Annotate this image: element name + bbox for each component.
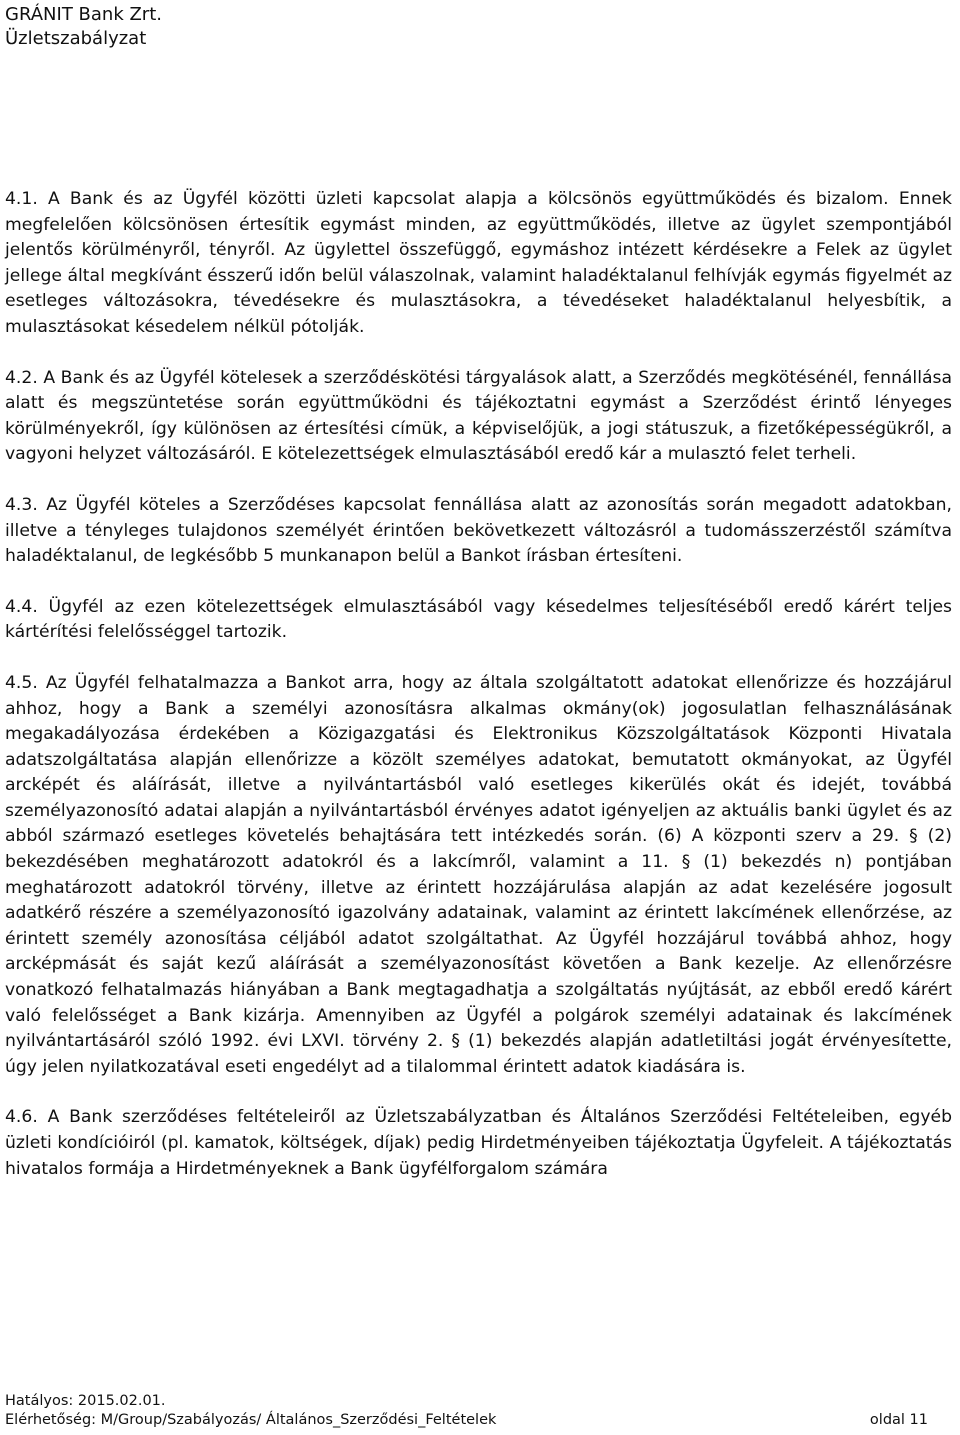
document-body	[5, 187, 952, 1182]
company-name: GRÁNIT Bank Zrt.	[5, 4, 162, 25]
paragraph-4-4: 4.4. Ügyfél az ezen kötelezettségek elmulasztásából vagy késedelmes teljesítéséből eredő kárért teljes kártérítési felelősséggel tartozik.	[5, 596, 952, 643]
paragraph-4-3: 4.3. Az Ügyfél köteles a Szerződéses kapcsolat fennállása alatt az azonosítás során megadott adatokban, illetve a tényleges tulajdonos személyét érintően bekövetkezett változásról a tudomásszerzéstől számítva haladéktalanul, de legkésőbb 5 munkanapon belül a Bankot írásban értesíteni.	[5, 494, 952, 567]
page-number: oldal 11	[869, 1412, 928, 1428]
document-title: Üzletszabályzat	[5, 28, 147, 49]
paragraph-4-2: 4.2. A Bank és az Ügyfél kötelesek a szerződéskötési tárgyalások alatt, a Szerződés megkötésénél, fennállása alatt és megszüntetése során együttműködni és tájékoztatni egymást a Szerződést érintő lényeges körülményekről, így különösen az értesítési címük, a képviselőjük, a jogi státuszuk, a fizetőképességükről, a vagyoni helyzet változásáról. E kötelezettségek elmulasztásából eredő kár a mulasztó felet terheli.	[5, 367, 952, 465]
footer-row	[5, 1411, 928, 1430]
document-location: Elérhetőség: M/Group/Szabályozás/ Általános_Szerződési_Feltételek	[5, 1412, 497, 1428]
paragraph-4-5: 4.5. Az Ügyfél felhatalmazza a Bankot arra, hogy az általa szolgáltatott adatokat ellenőrizze és hozzájárul ahhoz, hogy a Bank a személyi azonosításra alkalmas okmány(ok) jogosulatlan felhasználásának megakadályozása érdekében a Közigazgatási és Elektronikus Közszolgáltatások Központi Hivatala adatszolgáltatása alapján ellenőrizze a közölt személyes adatokat, bemutatott okmányokat, az Ügyfél arcképét és aláírását, illetve a nyilvántartásból való esetleges kikerülés okát és idejét, továbbá személyazonosító adatai alapján a nyilvántartásból érvényes adatot igényeljen az aktuális banki ügylet és az abból származó esetleges követelés behajtására tett intézkedés során. (6) A központi szerv a 29. § (2) bekezdésében meghatározott adatokról és a lakcímről, valamint a 11. § (1) bekezdés n) pontjában meghatározott adatokról törvény, illetve az érintett hozzájárulása alapján az adat kezelésére jogosult adatkérő részére a személyazonosító igazolvány adatainak, valamint az érintett lakcímének ellenőrzése, az érintett személy azonosítása céljából adatot szolgáltathat. Az Ügyfél hozzájárul továbbá ahhoz, hogy arcképmását és saját kezű aláírását a személyazonosítást követően a Bank kezelje. Az ellenőrzésre vonatkozó felhatalmazás hiányában a Bank megtagadhatja a szolgáltatás nyújtását, az ebből eredő kárért való felelősséget a Bank kizárja. Amennyiben az Ügyfél a polgárok személyi adatainak és lakcímének nyilvántartásáról szóló 1992. évi LXVI. törvény 2. § (1) bekezdés alapján adatletiltási jogát érvényesítette, úgy jelen nyilatkozatával eseti engedélyt ad a tilalommal érintett adatok kiadására is.	[5, 672, 952, 1077]
paragraph-4-6: 4.6. A Bank szerződéses feltételeiről az Üzletszabályzatban és Általános Szerződési Feltételeiben, egyéb üzleti kondícióiról (pl. kamatok, költségek, díjak) pedig Hirdetményeiben tájékoztatja Ügyfeleit. A tájékoztatás hivatalos formája a Hirdetményeknek a Bank ügyfélforgalom számára	[5, 1107, 952, 1179]
effective-date: Hatályos: 2015.02.01.	[5, 1393, 166, 1409]
page-footer	[5, 1392, 952, 1430]
page-header	[5, 3, 162, 51]
paragraph-4-1: 4.1. A Bank és az Ügyfél közötti üzleti kapcsolat alapja a kölcsönös együttműködés és bizalom. Ennek megfelelően kölcsönösen értesítik egymást minden, az együttműködés, illetve az ügylet szempontjából jelentős körülményről, tényről. Az ügylettel összefüggő, egymáshoz intézett kérdésekre a Felek az ügylet jellege által megkívánt ésszerű időn belül válaszolnak, valamint haladéktalanul felhívják egymás figyelmét az esetleges változásokra, tévedésekre és mulasztásokra, a tévedéseket haladéktalanul helyesbítik, a mulasztásokat késedelem nélkül pótolják.	[5, 189, 952, 337]
